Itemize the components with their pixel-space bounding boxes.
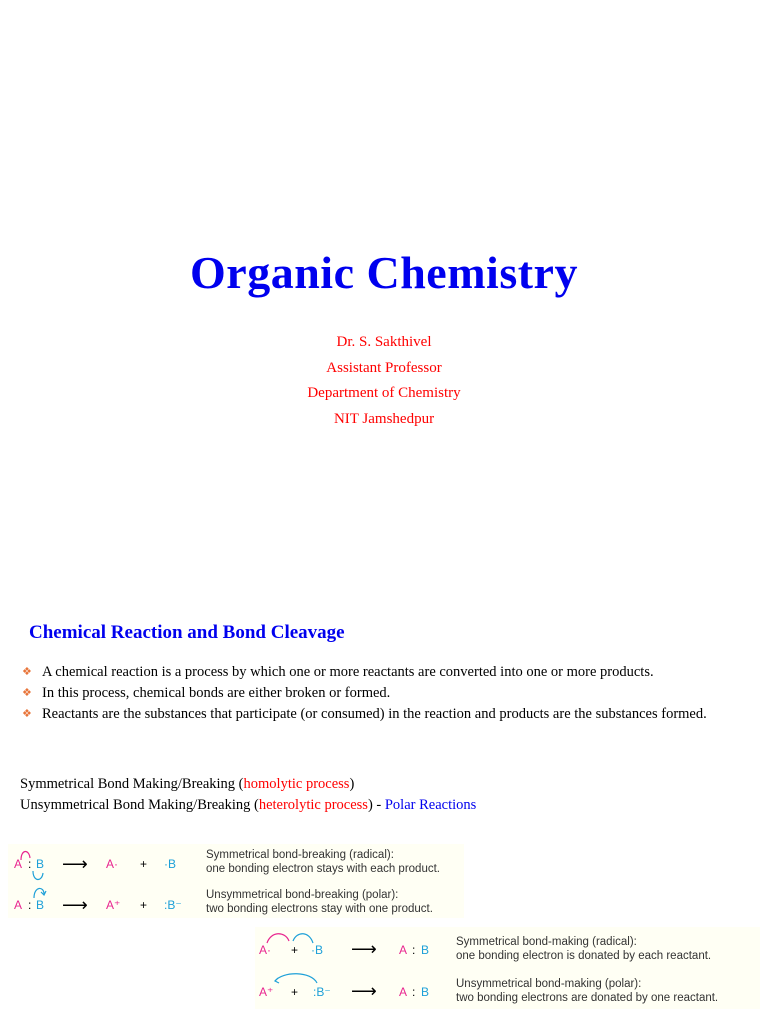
bullet-text: Reactants are the substances that participate (or consumed) in the reaction and products are the substances formed.: [42, 706, 707, 722]
figure-caption: Symmetrical bond-breaking (radical): one bonding electron stays with each product.: [206, 849, 440, 875]
author-institute: NIT Jamshedpur: [333, 410, 435, 427]
bond-pair: :: [412, 943, 416, 957]
bullet-item: [22, 704, 752, 725]
bond-cleavage-slide: [0, 600, 768, 1024]
product-b: :B⁻: [164, 898, 182, 912]
product-b: B: [421, 943, 430, 957]
diamond-bullet-icon: ❖: [22, 687, 32, 699]
polar-making-row: [255, 969, 760, 1005]
bullet-list: [22, 662, 752, 725]
reactant-b: ·B: [311, 943, 323, 957]
heterolytic-label: heterolytic process: [258, 797, 368, 813]
bond-pair: :: [412, 985, 416, 999]
atom-b: B: [36, 898, 45, 912]
radical-making-row: [255, 929, 760, 965]
bond-pair: :: [28, 898, 32, 912]
symmetrical-line: Symmetrical Bond Making/Breaking (homolytic process): [20, 776, 355, 792]
bullet-item: [22, 662, 752, 683]
polar-reactions-label: Polar Reactions: [384, 797, 477, 813]
bullet-text: In this process, chemical bonds are either broken or formed.: [42, 685, 391, 701]
diamond-bullet-icon: ❖: [22, 708, 32, 720]
reactant-a: A·: [259, 943, 271, 957]
atom-a: A: [14, 857, 23, 871]
reaction-arrow-icon: ⟶: [62, 854, 88, 874]
author-block: [0, 330, 768, 432]
plus-sign: +: [140, 857, 148, 871]
bond-pair: :: [28, 857, 32, 871]
radical-breaking-row: [8, 846, 464, 882]
author-position: Assistant Professor: [326, 359, 442, 376]
product-a: A·: [106, 857, 118, 871]
reactant-b: :B⁻: [313, 985, 331, 999]
product-a: A: [399, 985, 408, 999]
product-a: A⁺: [106, 898, 121, 912]
plus-sign: +: [291, 943, 299, 957]
bullet-item: [22, 683, 752, 704]
bond-process-lines: [20, 774, 760, 816]
polar-breaking-row: [8, 882, 464, 918]
plus-sign: +: [140, 898, 148, 912]
slide-title: Organic Chemistry: [190, 247, 578, 298]
product-a: A: [399, 943, 408, 957]
bullet-text: A chemical reaction is a process by which one or more reactants are converted into one or more products.: [42, 664, 654, 680]
bond-breaking-figure: [8, 844, 464, 918]
figure-caption: Symmetrical bond-making (radical): one bonding electron is donated by each reactant.: [456, 936, 712, 962]
figure-caption: Unsymmetrical bond-making (polar): two bonding electrons are donated by one reactant.: [456, 978, 719, 1004]
atom-b: B: [36, 857, 45, 871]
author-name: Dr. S. Sakthivel: [336, 334, 432, 350]
reaction-arrow-icon: ⟶: [351, 981, 377, 1001]
unsymmetrical-line: Unsymmetrical Bond Making/Breaking (heterolytic process) - Polar Reactions: [20, 797, 477, 813]
diamond-bullet-icon: ❖: [22, 666, 32, 678]
reactant-a: A⁺: [259, 985, 274, 999]
product-b: B: [421, 985, 430, 999]
author-department: Department of Chemistry: [307, 385, 461, 401]
reaction-arrow-icon: ⟶: [351, 939, 377, 959]
product-b: ·B: [164, 857, 176, 871]
plus-sign: +: [291, 985, 299, 999]
reaction-arrow-icon: ⟶: [62, 895, 88, 915]
bond-making-figure: [255, 927, 760, 1009]
atom-a: A: [14, 898, 23, 912]
figure-caption: Unsymmetrical bond-breaking (polar): two bonding electrons stay with one product.: [206, 889, 433, 915]
section-title: Chemical Reaction and Bond Cleavage: [29, 622, 345, 643]
homolytic-label: homolytic process: [243, 776, 350, 792]
